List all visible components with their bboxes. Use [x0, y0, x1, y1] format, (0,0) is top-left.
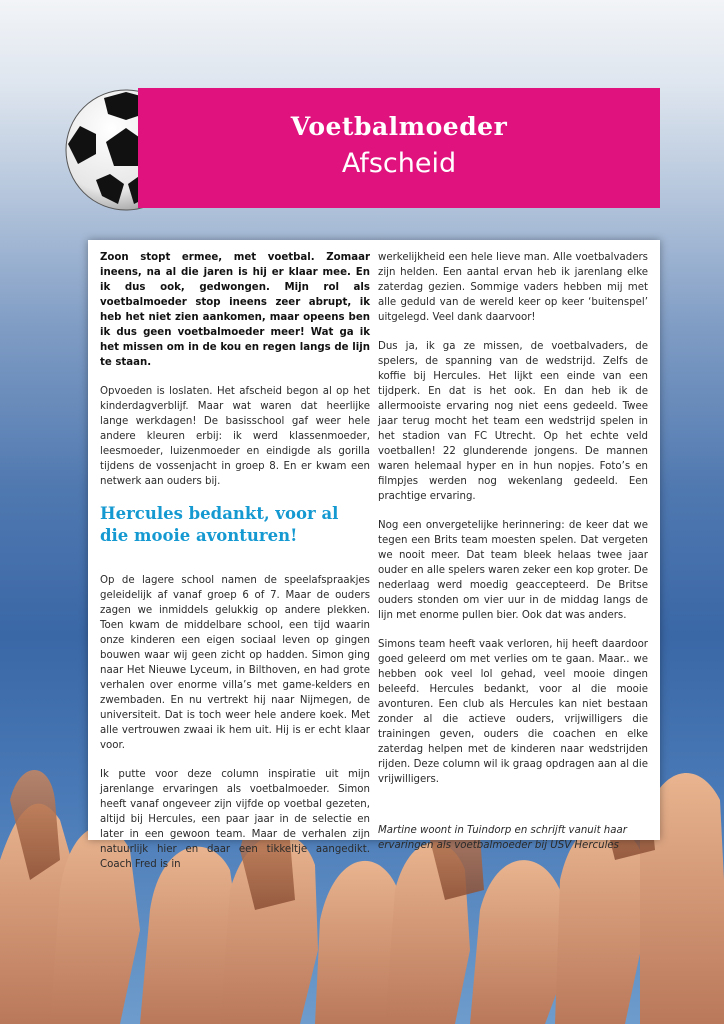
author-signature: Martine woont in Tuindorp en schrijft vanuit haar ervaringen als voetbalmoeder bij USV Hercules	[378, 825, 627, 851]
article-paragraph: Dus ja, ik ga ze missen, de voetbalvaders, de spelers, de spanning van de wedstrijd. Zelfs de koffie bij Hercules. Het lijkt een einde van een tijdperk. En dat is het ook. En dan heb ik de allermooiste ervaring nog niet eens gedeeld. Twee jaar terug mocht het team een wedstrijd spelen in het stadion van FC Utrecht. Op het echte veld voetballen! 22 glunderende jongens. De mannen waren helemaal hyper en in hun nopjes. Foto’s en filmpjes werden nog wekenlang gedeeld. Een prachtige ervaring.	[378, 341, 648, 502]
article-paragraph: Simons team heeft vaak verloren, hij heeft daardoor goed geleerd om met verlies om te gaan. Maar.. we hebben ook veel lol gehad, veel mooie dingen beleefd. Hercules bedankt, voor al die mooie avonturen. Een club als Hercules kan niet bestaan zonder al die actieve ouders, vrijwilligers die trainingen geven, ouders die coachen en elke zaterdag helpen met de kinderen naar wedstrijden rijden. Deze column wil ik graag opdragen aan al die vrijwilligers.	[378, 639, 648, 785]
header-subtitle: Afscheid	[341, 148, 457, 179]
article-intro: Zoon stopt ermee, met voetbal. Zomaar ineens, na al die jaren is hij er klaar mee. En ik dus ook, gedwongen. Mijn rol als voetbalmoeder stop ineens zeer abrupt, ik heb het niet zien aankomen, maar opeens ben ik dus geen voetbalmoeder meer! Wat ga ik het missen om in de kou en regen langs de lijn te staan.	[100, 252, 370, 368]
header-title: Voetbalmoeder	[290, 112, 508, 141]
article-paragraph: Ik putte voor deze column inspiratie uit mijn jarenlange ervaringen als voetbalmoeder. Simon heeft vanaf ongeveer zijn vijfde op voetbal gezeten, altijd bij Hercules, een paar jaar in de selectie en later in een gewoon team. Maar de verhalen zijn natuurlijk hier en daar een tikkeltje aangedikt. Coach Fred is in	[100, 769, 370, 870]
article-column-left	[100, 250, 370, 886]
article-paragraph: werkelijkheid een hele lieve man. Alle voetbalvaders zijn helden. Een aantal ervan heb ik jarenlang elke zaterdag gezien. Sommige vaders hebben mij met alle geduld van de wereld keer op keer ‘buitenspel’ uitgelegd. Veel dank daarvoor!	[378, 252, 648, 323]
article-column-right	[378, 250, 648, 867]
header-banner	[138, 88, 660, 208]
article-heading: Hercules bedankt, voor al die mooie avonturen!	[100, 504, 339, 545]
article-paragraph: Nog een onvergetelijke herinnering: de keer dat we tegen een Brits team moesten spelen. Dat vergeten we nooit meer. Dat team bleek helaas twee jaar ouder en alle spelers waren zeker een kop groter. De nederlaag werd moedig geaccepteerd. De Britse ouders stonden om vier uur in de middag langs de lijn met enorme pullen bier. Ook dat was anders.	[378, 520, 648, 621]
article-paragraph: Opvoeden is loslaten. Het afscheid begon al op het kinderdagverblijf. Maar wat waren dat heerlijke lange werkdagen! De basisschool gaf weer hele andere kleuren erbij: ik werd klassenmoeder, leesmoeder, luizenmoeder en eindigde als gorilla tijdens de vossenjacht in groep 8. En er kwam een netwerk aan ouders bij.	[100, 386, 370, 487]
article-panel	[88, 240, 660, 870]
article-paragraph: Op de lagere school namen de speelafspraakjes geleidelijk af vanaf groep 6 of 7. Maar de ouders zagen we inmiddels gelukkig op andere plekken. Toen kwam de middelbare school, een tijd waarin onze kinderen een eigen sociaal leven op gingen bouwen waar wij geen zicht op hadden. Simon ging naar Het Nieuwe Lyceum, in Bilthoven, en had grote verhalen over enorme villa’s met game-kelders en zwembaden. En nu vertrekt hij naar Nijmegen, de universiteit. Dat is toch weer hele andere koek. Met alle vertrouwen zwaai ik hem uit. Hij is er echt klaar voor.	[100, 575, 370, 751]
